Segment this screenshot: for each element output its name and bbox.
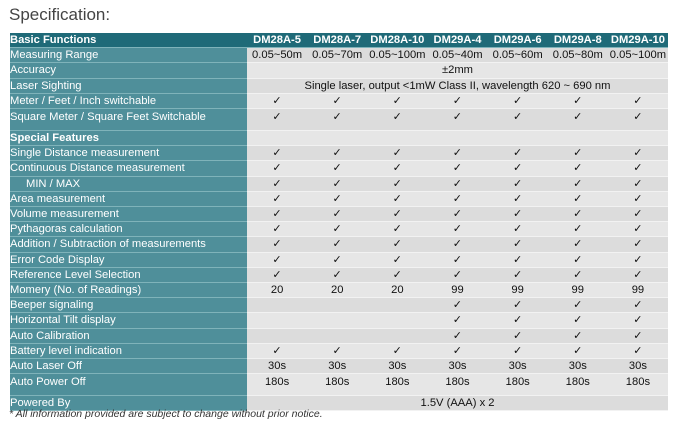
footnote: * All information provided are subject to change without prior notice. [9, 408, 323, 420]
cell-value: ✓ [247, 161, 307, 176]
cell-value: ✓ [367, 252, 427, 267]
table-row [10, 283, 668, 298]
cell-value: ✓ [307, 252, 367, 267]
model-header: DM29A-8 [548, 33, 608, 48]
row-label: Auto Laser Off [10, 359, 247, 374]
cell-value: 30s [427, 359, 487, 374]
cell-value: ✓ [548, 161, 608, 176]
table-row [10, 343, 668, 358]
cell-value: ✓ [247, 109, 307, 131]
cell-value: ✓ [488, 109, 548, 131]
cell-value: ✓ [488, 93, 548, 108]
row-label: Area measurement [10, 191, 247, 206]
cell-value: ✓ [427, 161, 487, 176]
cell-value: ✓ [488, 237, 548, 252]
cell-value: 30s [488, 359, 548, 374]
cell-value: 0.05~40m [427, 48, 487, 63]
cell-value: ✓ [488, 328, 548, 343]
cell-value: 0.05~70m [307, 48, 367, 63]
cell-value: 30s [548, 359, 608, 374]
table-row [10, 252, 668, 267]
model-header: DM28A-5 [247, 33, 307, 48]
cell-value: ✓ [548, 207, 608, 222]
table-row [10, 146, 668, 161]
model-header: DM29A-6 [488, 33, 548, 48]
cell-value [307, 298, 367, 313]
table-row [10, 313, 668, 328]
cell-value: ✓ [367, 267, 427, 282]
cell-value: 180s [367, 374, 427, 396]
cell-value [367, 328, 427, 343]
cell-value: ✓ [307, 176, 367, 191]
row-label: Auto Power Off [10, 374, 247, 396]
cell-value: ✓ [427, 176, 487, 191]
header-label: Basic Functions [10, 33, 247, 48]
cell-value: 30s [608, 359, 668, 374]
table-row [10, 328, 668, 343]
cell-value: ✓ [488, 146, 548, 161]
table-row [10, 109, 668, 131]
cell-value: ✓ [488, 191, 548, 206]
table-row [10, 131, 668, 146]
cell-value: ✓ [247, 237, 307, 252]
cell-value: 30s [367, 359, 427, 374]
cell-value: ✓ [247, 222, 307, 237]
cell-value: ✓ [608, 267, 668, 282]
cell-value-merged: ±2mm [247, 63, 668, 78]
row-label: Volume measurement [10, 207, 247, 222]
cell-value: 180s [548, 374, 608, 396]
cell-value: ✓ [548, 252, 608, 267]
cell-value: ✓ [608, 298, 668, 313]
row-label: Pythagoras calculation [10, 222, 247, 237]
cell-value: 180s [247, 374, 307, 396]
cell-value: 99 [548, 283, 608, 298]
table-row [10, 176, 668, 191]
cell-value: ✓ [307, 161, 367, 176]
cell-value: ✓ [427, 343, 487, 358]
cell-value: 99 [427, 283, 487, 298]
cell-value: ✓ [488, 298, 548, 313]
cell-value: ✓ [427, 109, 487, 131]
row-label: Continuous Distance measurement [10, 161, 247, 176]
cell-value: 99 [488, 283, 548, 298]
cell-value: ✓ [247, 207, 307, 222]
cell-value: ✓ [608, 313, 668, 328]
cell-value: 180s [488, 374, 548, 396]
cell-value: 20 [307, 283, 367, 298]
model-header: DM28A-7 [307, 33, 367, 48]
cell-value: ✓ [608, 343, 668, 358]
table-row [10, 298, 668, 313]
table-row [10, 161, 668, 176]
cell-value: ✓ [608, 328, 668, 343]
cell-value: ✓ [608, 93, 668, 108]
cell-value: ✓ [608, 176, 668, 191]
cell-value: 0.05~100m [609, 49, 667, 62]
cell-value: ✓ [247, 267, 307, 282]
cell-value: 0.05~50m [247, 48, 307, 63]
row-label: Powered By [10, 396, 247, 411]
cell-value: ✓ [307, 93, 367, 108]
cell-value: ✓ [307, 207, 367, 222]
cell-value: ✓ [427, 93, 487, 108]
cell-value: ✓ [247, 93, 307, 108]
row-label: Measuring Range [10, 48, 247, 63]
cell-value-merged: 1.5V (AAA) x 2 [247, 396, 668, 411]
table-row [10, 78, 668, 93]
table-header-row [10, 33, 668, 48]
table-row [10, 48, 668, 63]
model-header: DM28A-10 [367, 33, 427, 48]
row-label: Auto Calibration [10, 328, 247, 343]
cell-value: ✓ [247, 252, 307, 267]
row-label: MIN / MAX [10, 176, 247, 191]
table-row [10, 222, 668, 237]
table-row [10, 359, 668, 374]
cell-value: 180s [307, 374, 367, 396]
cell-value: ✓ [548, 237, 608, 252]
row-label: Special Features [10, 131, 247, 146]
cell-value [247, 313, 307, 328]
cell-value: ✓ [367, 343, 427, 358]
cell-value [307, 313, 367, 328]
cell-value: ✓ [247, 343, 307, 358]
table-row [10, 191, 668, 206]
cell-value: ✓ [488, 313, 548, 328]
cell-value: ✓ [608, 161, 668, 176]
cell-value: 180s [427, 374, 487, 396]
cell-value: 0.05~100m [369, 49, 426, 62]
cell-value: ✓ [608, 109, 668, 131]
cell-value: 20 [247, 283, 307, 298]
cell-value: ✓ [367, 93, 427, 108]
row-label: Addition / Subtraction of measurements [10, 237, 247, 252]
cell-value [307, 328, 367, 343]
cell-value: ✓ [608, 207, 668, 222]
cell-value: 180s [608, 374, 668, 396]
table-row [10, 237, 668, 252]
table-row [10, 267, 668, 282]
table-row [10, 93, 668, 108]
row-label: Beeper signaling [10, 298, 247, 313]
cell-value: ✓ [608, 222, 668, 237]
page-title: Specification: [9, 5, 111, 24]
cell-value: ✓ [427, 191, 487, 206]
row-label: Square Meter / Square Feet Switchable [10, 109, 247, 131]
cell-value: ✓ [367, 109, 427, 131]
cell-value: ✓ [548, 146, 608, 161]
model-header: DM29A-4 [427, 33, 487, 48]
cell-value: ✓ [488, 252, 548, 267]
cell-value: ✓ [548, 328, 608, 343]
cell-value: ✓ [548, 267, 608, 282]
cell-value [247, 328, 307, 343]
cell-value: ✓ [247, 176, 307, 191]
cell-value: ✓ [307, 237, 367, 252]
cell-value: ✓ [247, 146, 307, 161]
row-label: Laser Sighting [10, 78, 247, 93]
table-row [10, 374, 668, 396]
cell-value: 30s [247, 359, 307, 374]
cell-value: ✓ [427, 222, 487, 237]
cell-value: 30s [307, 359, 367, 374]
cell-value: ✓ [427, 298, 487, 313]
cell-value: ✓ [307, 267, 367, 282]
cell-value: ✓ [427, 328, 487, 343]
cell-value: ✓ [427, 267, 487, 282]
specification-table [10, 33, 668, 411]
row-label: Single Distance measurement [10, 146, 247, 161]
cell-value: ✓ [367, 222, 427, 237]
cell-value: ✓ [307, 109, 367, 131]
cell-value: 99 [608, 283, 668, 298]
cell-value: ✓ [307, 343, 367, 358]
model-header: DM29A-10 [608, 33, 668, 48]
cell-value: ✓ [548, 222, 608, 237]
cell-value: ✓ [367, 161, 427, 176]
row-label: Momery (No. of Readings) [10, 283, 247, 298]
cell-value: ✓ [427, 146, 487, 161]
cell-value: ✓ [307, 222, 367, 237]
cell-value: 0.05~80m [548, 48, 608, 63]
cell-value: ✓ [307, 146, 367, 161]
cell-value: ✓ [488, 267, 548, 282]
row-label: Error Code Display [10, 252, 247, 267]
cell-value: ✓ [608, 191, 668, 206]
cell-value: ✓ [488, 343, 548, 358]
cell-value: 20 [367, 283, 427, 298]
cell-value: ✓ [367, 237, 427, 252]
specification-table-body [10, 33, 668, 411]
table-row [10, 207, 668, 222]
cell-value [247, 298, 307, 313]
table-row [10, 63, 668, 78]
cell-value: ✓ [548, 343, 608, 358]
section-spacer [247, 131, 668, 146]
cell-value: ✓ [307, 191, 367, 206]
cell-value: ✓ [367, 146, 427, 161]
cell-value: 0.05~60m [488, 48, 548, 63]
cell-value: ✓ [488, 176, 548, 191]
cell-value: ✓ [488, 207, 548, 222]
cell-value: ✓ [548, 313, 608, 328]
row-label: Battery level indication [10, 343, 247, 358]
cell-value: ✓ [427, 207, 487, 222]
cell-value [367, 298, 427, 313]
cell-value: ✓ [608, 237, 668, 252]
cell-value-merged: Single laser, output <1mW Class II, wavelength 620 ~ 690 nm [247, 78, 668, 93]
cell-value: ✓ [367, 176, 427, 191]
cell-value: ✓ [427, 237, 487, 252]
row-label: Accuracy [10, 63, 247, 78]
cell-value: ✓ [247, 191, 307, 206]
cell-value: ✓ [488, 222, 548, 237]
cell-value: ✓ [548, 93, 608, 108]
cell-value: ✓ [488, 161, 548, 176]
row-label: Meter / Feet / Inch switchable [10, 93, 247, 108]
cell-value: ✓ [548, 191, 608, 206]
cell-value [367, 313, 427, 328]
cell-value: ✓ [427, 252, 487, 267]
row-label: Horizontal Tilt display [10, 313, 247, 328]
cell-value: ✓ [548, 109, 608, 131]
cell-value: ✓ [367, 191, 427, 206]
cell-value: ✓ [427, 313, 487, 328]
row-label: Reference Level Selection [10, 267, 247, 282]
cell-value: ✓ [608, 146, 668, 161]
cell-value: ✓ [548, 298, 608, 313]
cell-value: ✓ [367, 207, 427, 222]
cell-value: ✓ [608, 252, 668, 267]
cell-value: ✓ [548, 176, 608, 191]
